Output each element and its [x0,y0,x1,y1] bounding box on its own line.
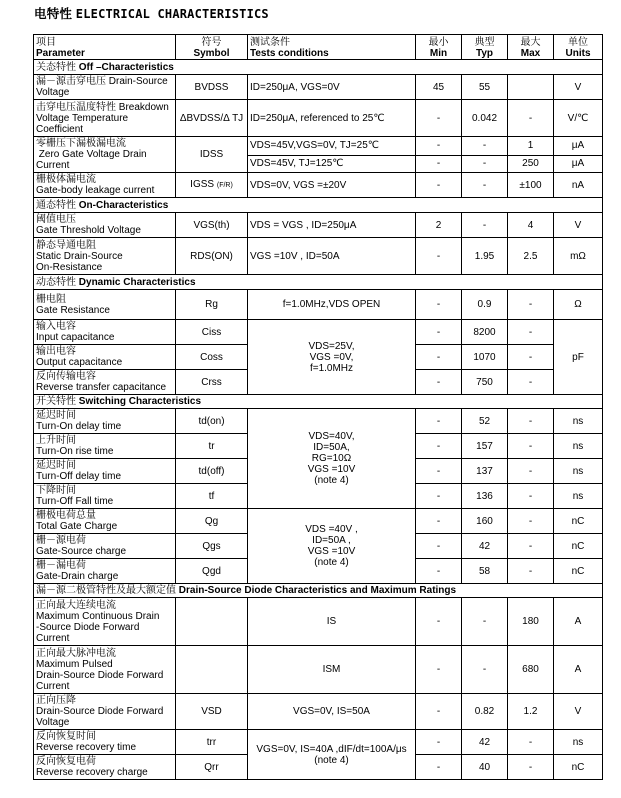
header-row [34,35,603,60]
table-row: 漏－源击穿电压 Drain-Source Voltage BVDSS ID=250μA, VGS=0V 45 55 V [34,75,603,100]
table-row: 正向压降 Drain-Source Diode Forward Voltage VSD VGS=0V, IS=50A - 0.82 1.2 V [34,694,603,730]
section-dynamic: 动态特性 Dynamic Characteristics [34,275,603,290]
title-en: ELECTRICAL CHARACTERISTICS [75,7,269,21]
page-title [34,4,269,22]
table-row: 正向最大连续电流 Maximum Continuous Drain -Source Diode Forward Current IS - - 180 A [34,598,603,646]
section-switching: 开关特性 Switching Characteristics [34,395,603,409]
table-row: 零栅压下漏极漏电流 Zero Gate Voltage Drain Current IDSS VDS=45V,VGS=0V, TJ=25℃ - - 1 μA [34,137,603,156]
table-row: 栅－源电荷 Gate-Source charge Qgs - 42 - nC [34,534,603,559]
table-row: 延迟时间 Turn-Off delay time td(off) - 137 - ns [34,459,603,484]
table-row: 栅电阻 Gate Resistance Rg f=1.0MHz,VDS OPEN - 0.9 - Ω [34,290,603,320]
section-on: 通态特性 On-Characteristics [34,198,603,213]
header-units: 单位 Units [554,35,603,60]
table-row: 静态导通电阻 Static Drain-Source On-Resistance RDS(ON) VGS =10V , ID=50A - 1.95 2.5 mΩ [34,238,603,275]
table-row: 上升时间 Turn-On rise time tr - 157 - ns [34,434,603,459]
header-parameter: 项目 Parameter [34,35,176,60]
header-max: 最大 Max [508,35,554,60]
section-diode: 漏－源二极管特性及最大额定值 Drain-Source Diode Characteristics and Maximum Ratings [34,584,603,598]
title-cn: 电特性 [34,7,73,21]
table-row: 栅－漏电荷 Gate-Drain charge Qgd - 58 - nC [34,559,603,584]
table-row: 阈值电压 Gate Threshold Voltage VGS(th) VDS = VGS , ID=250μA 2 - 4 V [34,213,603,238]
header-symbol: 符号 Symbol [176,35,248,60]
table-row: 栅极体漏电流 Gate-body leakage current IGSS (F/R) VDS=0V, VGS =±20V - - ±100 nA [34,173,603,198]
table-row: 正向最大脉冲电流 Maximum Pulsed Drain-Source Diode Forward Current ISM - - 680 A [34,646,603,694]
header-conditions: 测试条件 Tests conditions [248,35,416,60]
table-row: 反向恢复时间 Reverse recovery time trr VGS=0V, IS=40A ,dIF/dt=100A/μs (note 4) - 42 - ns [34,730,603,755]
table-row: 反向传输电容 Reverse transfer capacitance Crss - 750 - [34,370,603,395]
header-min: 最小 Min [416,35,462,60]
table-row: 栅极电荷总量 Total Gate Charge Qg VDS =40V , ID=50A , VGS =10V (note 4) - 160 - nC [34,509,603,534]
table-row: 输入电容 Input capacitance Ciss VDS=25V, VGS =0V, f=1.0MHz - 8200 - pF [34,320,603,345]
table-row: 击穿电压温度特性 Breakdown Voltage Temperature Coefficient ΔBVDSS/Δ TJ ID=250μA, referenced to 25℃ - 0.042 - V/℃ [34,100,603,137]
section-off: 关态特性 Off –Characteristics [34,60,603,75]
table-row: 下降时间 Turn-Off Fall time tf - 136 - ns [34,484,603,509]
table-row: 输出电容 Output capacitance Coss - 1070 - [34,345,603,370]
table-row: 反向恢复电荷 Reverse recovery charge Qrr - 40 - nC [34,755,603,780]
header-typ: 典型 Typ [462,35,508,60]
electrical-characteristics-table [33,34,603,780]
table-row: VDS=45V, TJ=125℃ - - 250 μA [34,155,603,173]
table-row: 延迟时间 Turn-On delay time td(on) VDS=40V, ID=50A, RG=10Ω VGS =10V (note 4) - 52 - ns [34,409,603,434]
